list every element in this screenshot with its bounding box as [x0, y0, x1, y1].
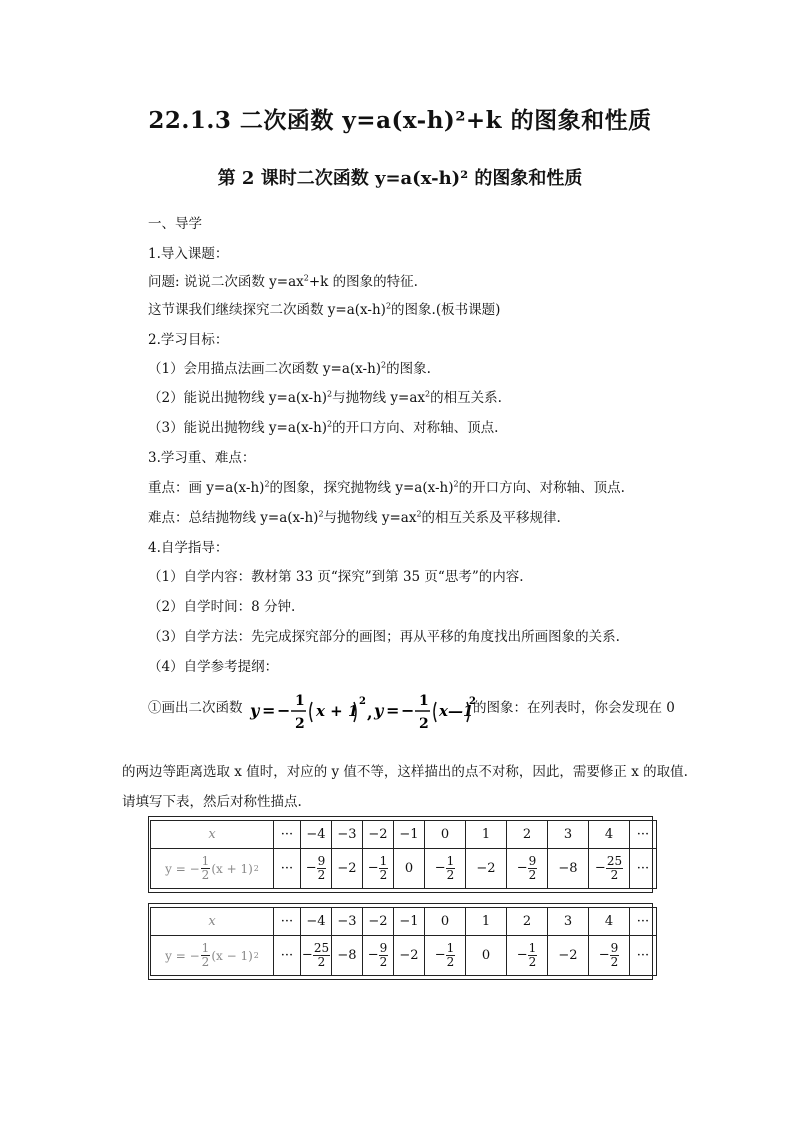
eq2-denominator: 2	[419, 716, 429, 732]
y-cell: −8	[548, 849, 589, 889]
question-line	[148, 270, 418, 290]
exponent: 2	[385, 301, 392, 311]
y-fraction	[317, 855, 327, 881]
fraction-denominator: 2	[201, 955, 210, 969]
fraction-numerator: 1	[201, 854, 210, 869]
y-header-prefix: y = −	[165, 861, 200, 876]
exponent: 2	[453, 479, 459, 489]
eq1-denominator: 2	[295, 716, 305, 732]
eq2-minus: −	[401, 701, 415, 720]
x-cell: 1	[466, 908, 507, 936]
formula-equations	[250, 688, 475, 736]
fraction-numerator: 9	[610, 941, 619, 956]
y-sign: −	[516, 948, 528, 963]
y-sign: −	[516, 861, 528, 876]
y-fraction	[528, 942, 538, 968]
fraction-denominator: 2	[317, 955, 326, 969]
exponent: 2	[303, 273, 309, 283]
y-sign: −	[598, 948, 610, 963]
section-item-goals: 2.学习目标：	[148, 332, 229, 348]
eq-separator: ,	[367, 703, 373, 722]
goal-1	[148, 357, 431, 377]
fraction-denominator: 2	[379, 868, 388, 882]
y-cell	[363, 849, 394, 889]
x-cell: −4	[301, 821, 332, 849]
task-text: ①画出二次函数	[148, 700, 243, 716]
y-cell	[589, 849, 630, 889]
section-item-guide: 4.自学指导：	[148, 540, 229, 556]
y-fraction	[610, 942, 620, 968]
y-cell	[425, 936, 466, 976]
eq2-equals: =	[386, 701, 400, 720]
y-cell	[363, 936, 394, 976]
fraction-numerator: 1	[446, 854, 455, 869]
y-sign: −	[301, 948, 313, 963]
y-cell	[301, 849, 332, 889]
eq1-numerator: 1	[295, 693, 305, 709]
fraction-numerator: 25	[313, 941, 330, 956]
x-cell: −4	[301, 908, 332, 936]
section-item-intro: 1.导入课题：	[148, 246, 229, 262]
x-cell: 4	[589, 821, 630, 849]
eq2-exponent: 2	[469, 696, 476, 707]
fraction-denominator: 2	[610, 868, 619, 882]
key-text: 重点：画 y=a(x-h)	[148, 480, 265, 496]
x-row	[151, 821, 657, 849]
y-fraction	[528, 855, 538, 881]
fraction-numerator: 9	[317, 854, 326, 869]
intro-text: 这节课我们继续探究二次函数 y=a(x-h)	[148, 302, 386, 318]
exponent: 2	[264, 479, 270, 489]
exponent: 2	[425, 389, 431, 399]
y-cell	[425, 849, 466, 889]
eq2-inner: x—1	[439, 702, 474, 720]
x-cell: 1	[466, 821, 507, 849]
eq1-lparen	[310, 702, 312, 722]
guide-2: （2）自学时间：8 分钟.	[148, 599, 296, 615]
y-cell	[507, 936, 548, 976]
guide-4: （4）自学参考提纲：	[148, 659, 279, 675]
y-header: y = − $\frac{1}{2}$ (x + 1) 2	[151, 849, 274, 889]
intro-line	[148, 298, 500, 318]
y-cell	[589, 936, 630, 976]
x-header: x	[151, 821, 274, 849]
y-cell: ···	[274, 936, 301, 976]
x-cell: ···	[630, 821, 657, 849]
eq1-equals: =	[262, 701, 276, 720]
question-text-end: +k 的图象的特征.	[308, 274, 418, 290]
goal-3-text-end: 的开口方向、对称轴、顶点.	[332, 420, 499, 436]
eq1-minus: −	[277, 701, 291, 720]
y-cell: −2	[548, 936, 589, 976]
goal-1-text: （1）会用描点法画二次函数 y=a(x-h)	[148, 361, 382, 377]
x-cell: 2	[507, 908, 548, 936]
x-cell: −2	[363, 821, 394, 849]
y-cell	[507, 849, 548, 889]
y-header-inner: (x + 1)	[211, 861, 253, 876]
difficulty-line	[148, 506, 561, 526]
fraction-denominator: 2	[446, 868, 455, 882]
exponent: 2	[416, 509, 422, 519]
fraction-numerator: 9	[528, 854, 537, 869]
goal-2-text: （2）能说出抛物线 y=a(x-h)	[148, 390, 328, 406]
task-continuation: 的两边等距离选取 x 值时，对应的 y 值不等，这样描出的点不对称，因此，需要修正 x 的取值.	[122, 764, 688, 780]
intro-text-end: 的图象.(板书课题)	[391, 302, 501, 318]
exponent: 2	[327, 419, 333, 429]
goal-2-text-mid: 与抛物线 y=ax	[332, 390, 426, 406]
fraction-numerator: 1	[379, 854, 388, 869]
goal-3	[148, 416, 498, 436]
fraction-numerator: 9	[379, 941, 388, 956]
task-text-end: 的图象：在列表时，你会发现在 0	[473, 700, 675, 716]
eq2-numerator: 1	[419, 693, 429, 709]
y-header-prefix: y = −	[165, 948, 200, 963]
section-item-keypoints: 3.学习重、难点：	[148, 450, 256, 466]
y-cell: ···	[630, 936, 657, 976]
y-cell: 0	[394, 849, 425, 889]
eq1-exponent: 2	[359, 696, 366, 707]
eq2-lparen	[434, 702, 436, 722]
y-row	[151, 936, 657, 976]
diff-text: 难点：总结抛物线 y=a(x-h)	[148, 510, 319, 526]
y-fraction	[313, 942, 330, 968]
eq1-inner: x + 1	[316, 702, 359, 720]
y-sign: −	[594, 861, 606, 876]
x-cell: ···	[274, 908, 301, 936]
eq1-lhs: y	[250, 701, 260, 720]
y-fraction	[446, 942, 456, 968]
y-header-inner: (x − 1)	[211, 948, 253, 963]
y-header: y = − $\frac{1}{2}$ (x − 1) 2	[151, 936, 274, 976]
fraction-denominator: 2	[379, 955, 388, 969]
diff-text-mid: 与抛物线 y=ax	[323, 510, 417, 526]
values-table-1	[150, 820, 657, 889]
fraction-denominator: 2	[610, 955, 619, 969]
task-instruction: 请填写下表，然后对称性描点.	[122, 794, 302, 810]
fraction-numerator: 1	[528, 941, 537, 956]
goal-3-text: （3）能说出抛物线 y=a(x-h)	[148, 420, 328, 436]
guide-1: （1）自学内容：教材第 33 页“探究”到第 35 页“思考”的内容.	[148, 569, 524, 585]
goal-2	[148, 386, 502, 406]
values-table-2	[150, 907, 657, 976]
y-row	[151, 849, 657, 889]
y-cell: −2	[394, 936, 425, 976]
y-sign: −	[434, 861, 446, 876]
x-row	[151, 908, 657, 936]
eq2-lhs: y	[374, 701, 384, 720]
x-cell: 3	[548, 908, 589, 936]
key-point-line	[148, 476, 625, 496]
x-cell: 3	[548, 821, 589, 849]
y-cell: −2	[466, 849, 507, 889]
x-cell: −3	[332, 821, 363, 849]
key-text-end: 的开口方向、对称轴、顶点.	[458, 480, 625, 496]
y-cell: 0	[466, 936, 507, 976]
diff-text-end: 的相互关系及平移规律.	[421, 510, 561, 526]
exponent: 2	[327, 389, 333, 399]
goal-1-text-end: 的图象.	[386, 361, 431, 377]
y-sign: −	[367, 861, 379, 876]
exponent: 2	[381, 360, 387, 370]
x-cell: −1	[394, 821, 425, 849]
x-cell: −3	[332, 908, 363, 936]
page-subtitle: 第 2 课时二次函数 y=a(x-h)² 的图象和性质	[217, 168, 583, 189]
x-cell: 4	[589, 908, 630, 936]
y-sign: −	[434, 948, 446, 963]
fraction-denominator: 2	[201, 868, 210, 882]
fraction-numerator: 1	[446, 941, 455, 956]
x-header: x	[151, 908, 274, 936]
fraction-denominator: 2	[528, 868, 537, 882]
fraction-numerator: 1	[201, 941, 210, 956]
y-header-fraction	[201, 942, 211, 968]
x-cell: −2	[363, 908, 394, 936]
y-fraction	[379, 855, 389, 881]
exponent: 2	[318, 509, 324, 519]
y-cell: ···	[274, 849, 301, 889]
y-fraction	[379, 942, 389, 968]
fraction-denominator: 2	[317, 868, 326, 882]
y-fraction	[446, 855, 456, 881]
fraction-denominator: 2	[528, 955, 537, 969]
page-title: 22.1.3 二次函数 y=a(x-h)²+k 的图象和性质	[148, 107, 652, 134]
x-cell: ···	[630, 908, 657, 936]
fraction-denominator: 2	[446, 955, 455, 969]
guide-3: （3）自学方法：先完成探究部分的画图；再从平移的角度找出所画图象的关系.	[148, 629, 620, 645]
y-cell	[301, 936, 332, 976]
y-header-fraction	[201, 855, 211, 881]
x-cell: 0	[425, 908, 466, 936]
y-sign: −	[305, 861, 317, 876]
section-heading: 一、导学	[148, 216, 202, 232]
x-cell: 0	[425, 821, 466, 849]
x-cell: 2	[507, 821, 548, 849]
y-fraction	[606, 855, 623, 881]
y-sign: −	[367, 948, 379, 963]
key-text-mid: 的图象，探究抛物线 y=a(x-h)	[269, 480, 454, 496]
y-cell: −2	[332, 849, 363, 889]
fraction-numerator: 25	[606, 854, 623, 869]
x-cell: ···	[274, 821, 301, 849]
goal-2-text-end: 的相互关系.	[430, 390, 502, 406]
y-cell: ···	[630, 849, 657, 889]
x-cell: −1	[394, 908, 425, 936]
question-text: 问题: 说说二次函数 y=ax	[148, 274, 304, 290]
y-cell: −8	[332, 936, 363, 976]
